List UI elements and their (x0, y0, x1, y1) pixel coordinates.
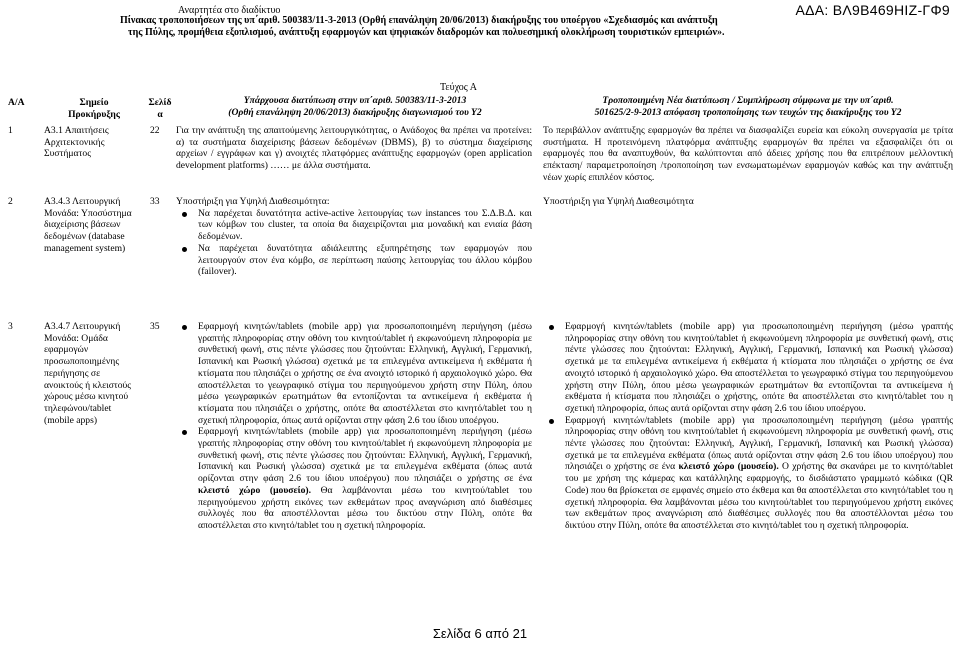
row-3-new-bullet-2-post: Ο χρήστης θα σκανάρει με το κινητό/tablet του με χρήση της κάμερας και κατάλληλης εφαρμογής, το δισδιάστατο γραμμωτό κώδικα (QR Code) που θα βρίσκεται σε εμφανές σημείο στο έκθεμα και θα αποστέλλεται στο κινητό/tablet του η σχετική πληροφορία. Θα λαμβάνονται μέσω του κινητού/tablet του περιηγούμενου χρήστη εικόνες των εκθεμάτων προς αναγνώριση από διαθέσιμες συλλογές που θα αποστέλλονται μέσω του δικτύου στην Πύλη, οπότε θα αποστέλλεται στο κινητό/tablet του η σχετική πληροφορία. (565, 461, 954, 531)
row-3-point: Α3.4.7 Λειτουργική Μονάδα: Ομάδα εφαρμογών προσωποποιημένης περιήγησης σε ανοικτούς ή κλειστούς χώρους μέσω κινητού τηλεφώνου/tablet (mobile apps) (44, 321, 132, 426)
title-line-1: Πίνακας τροποποιήσεων της υπ΄αριθ. 500383/11-3-2013 (Ορθή επανάληψη 20/06/2013) διακήρυξης του υποέργου «Σχεδιασμός και ανάπτυξη (120, 15, 718, 26)
header-page (146, 97, 174, 120)
header-current-line2: (Ορθή επανάληψη 20/06/2013) διακήρυξης διαγωνισμού του Υ2 (228, 106, 482, 118)
row-2-point: Α3.4.3 Λειτουργική Μονάδα: Υποσύστημα διαχείρισης βάσεων δεδομένων (database management system) (44, 196, 132, 254)
row-1-new: Το περιβάλλον ανάπτυξης εφαρμογών θα πρέπει να διασφαλίζει ευρεία και εύκολη συνεργασία με τρίτα συστήματα. Η προτεινόμενη πλατφόρμα ανάπτυξης εφαρμογών θα πρέπει να εξασφαλίζει ότι οι εφαρμογές που θα αναπτυχθούν, θα καλύπτονται από άδειες χρήσης που θα επιτρέπουν μελλοντική επέκταση/ παραμετροποίηση /τροποποίηση των ενσωματωμένων εφαρμογών καθώς και την ανάπτυξη νέων χωρίς επιπλέον κόστος. (543, 125, 953, 183)
row-2-current-bullet-1: Να παρέχεται δυνατότητα active-active λειτουργίας των instances του Σ.Δ.Β.Δ. και των κόμβων του cluster, τα οποία θα διαχειρίζονται μια μοναδική και ενιαία βάση δεδομένων. (198, 207, 532, 243)
row-1-page: 22 (150, 125, 160, 136)
row-2-current-intro: Υποστήριξη για Υψηλή Διαθεσιμότητα: (176, 196, 330, 207)
header-page-line2: α (157, 108, 163, 120)
row-3-page: 35 (150, 321, 160, 332)
row-3-new-bullet-2-pre: Εφαρμογή κινητών/tablets (mobile app) για προσωποποιημένη περιήγηση (μέσω γραπτής πληροφορίας στην οθόνη του κινητού/tablet ή εκφωνούμενη πληροφορία με συνθετική φωνή, στις πέντε γλώσσες που ζητούνται: Ελληνική, Αγγλική, Γερμανική, Ισπανική και Ρωσική γλώσσα) σχετικά με τα επιλεγμένα εκθέματα (όπως αυτά ορίζονται στην φάση 2.6 του ίδιου υποέργου) που πλησιάζει ο χρήστης σε ένα (565, 414, 953, 473)
row-1-current: Για την ανάπτυξη της απαιτούμενης λειτουργικότητας, ο Ανάδοχος θα πρέπει να προτείνει: α) τα συστήματα διαχείρισης βάσεων δεδομένων (DBMS), β) το σύστημα διαχείρισης αρχείων / εγγράφων και γ) ανοιχτές πλατφόρμες ανάπτυξης εφαρμογών (open application development platforms) …… με άλλα συστήματα. (176, 125, 532, 172)
row-3-current-bullet-2 (198, 426, 532, 531)
row-3-current-bullet-2-pre: Εφαρμογή κινητών/tablets (mobile app) για προσωποποιημένη περιήγηση (μέσω γραπτής πληροφορίας στην οθόνη του κινητού/tablet ή εκφωνούμενη πληροφορία με συνθετική φωνή, στις πέντε γλώσσες που ζητούνται: Ελληνική, Αγγλική, Γερμανική, Ισπανική και Ρωσική γλώσσα) σχετικά με τα επιλεγμένα εκθέματα (όπως αυτά ορίζονται στην φάση 2.6 του ίδιου υποέργου) που πλησιάζει ο χρήστης σε ένα (198, 426, 532, 485)
row-3-new-bullet-1: Εφαρμογή κινητών/tablets (mobile app) για προσωποποιημένη περιήγηση (μέσω γραπτής πληροφορίας στην οθόνη του κινητού/tablet ή εκφωνούμενη πληροφορία με συνθετική φωνή, στις πέντε γλώσσες που ζητούνται: Ελληνική, Αγγλική, Γερμανική, Ισπανική και Ρωσική γλώσσα) σχετικά με τα επιλεγμένα αντικείμενα ή εκθέματα ή κτίσματα που πλησιάζει ο χρήστης σε ένα ανοιχτό ιστορικό ή αρχαιολογικό χώρο. Θα αποστέλλεται το γεωγραφικό στίγμα του περιηγούμενου χρήστη στην Πύλη, όπου μέσω γεωγραφικών ερωτημάτων θα εντοπίζονται τα αντικείμενα ή εκθέματα ή κτίσματα που πλησιάζει ο χρήστης, οπότε θα αποστέλλεται στο κινητό/tablet του η σχετική πληροφορία, όπως αυτά ορίζονται στην φάση 2.6 του ίδιου υποέργου. (565, 321, 953, 414)
row-1-point: Α3.1 Απαιτήσεις Αρχιτεκτονικής Συστήματος (44, 125, 109, 160)
row-3-new (543, 321, 953, 532)
row-2-current (176, 196, 532, 278)
row-3-new-bullet-2 (565, 415, 953, 532)
row-3-current-bullet-2-post: Θα λαμβάνονται μέσω του κινητού/tablet του περιηγούμενου χρήστη εικόνες των εκθεμάτων προς αναγνώριση από διαθέσιμες συλλογές που θα αποστέλλονται μέσω του δικτύου στην Πύλη, οπότε θα αποστέλλεται στο κινητό/tablet του η σχετική πληροφορία. (198, 484, 532, 531)
row-2-new: Υποστήριξη για Υψηλή Διαθεσιμότητα (543, 196, 694, 207)
header-new-line2: 501625/2-9-2013 απόφαση τροποποίησης των τευχών της διακήρυξης του Υ2 (594, 106, 902, 118)
header-page-line1: Σελίδ (148, 97, 172, 108)
row-2-current-bullet-2: Να παρέχεται δυνατότητα αδιάλειπτης εξυπηρέτησης των εφαρμογών που λειτουργούν στον ένα κόμβο, σε περίπτωση παύσης λειτουργίας του άλλου κόμβου (failover). (198, 242, 532, 278)
document-title (120, 15, 828, 39)
row-2-aa: 2 (8, 196, 13, 207)
header-aa: Α/Α (8, 97, 25, 108)
ada-code: ΑΔΑ: ΒΛ9Β469ΗΙΖ-ΓΦ9 (795, 2, 950, 18)
row-2-page: 33 (150, 196, 160, 207)
header-current-line1: Υπάρχουσα διατύπωση στην υπ΄αριθ. 500383/11-3-2013 (243, 95, 467, 106)
row-3-current (176, 321, 532, 532)
row-3-new-bullet-2-bold: κλειστό χώρο (μουσείο). (678, 461, 779, 473)
header-new-line1: Τροποποιημένη Νέα διατύπωση / Συμπλήρωση σύμφωνα με την υπ΄αριθ. (602, 95, 894, 106)
header-point (44, 97, 144, 120)
header-new (543, 95, 953, 118)
header-point-line2: Προκήρυξης (68, 108, 120, 120)
page-number: Σελίδα 6 από 21 (432, 626, 528, 641)
row-3-current-bullet-1: Εφαρμογή κινητών/tablets (mobile app) για προσωποποιημένη περιήγηση (μέσω γραπτής πληροφορίας στην οθόνη του κινητού/tablet ή εκφωνούμενη πληροφορία με συνθετική φωνή, στις πέντε γλώσσες που ζητούνται: Ελληνική, Αγγλική, Γερμανική, Ισπανική και Ρωσική γλώσσα) σχετικά με τα επιλεγμένα αντικείμενα ή εκθέματα ή κτίσματα που πλησιάζει ο χρήστης σε ένα ανοιχτό ιστορικό ή αρχαιολογικό χώρο. Θα αποστέλλεται το γεωγραφικό στίγμα του περιηγούμενου χρήστη στην Πύλη, όπου μέσω γεωγραφικών ερωτημάτων θα εντοπίζονται τα αντικείμενα ή εκθέματα ή κτίσματα που πλησιάζει ο χρήστης, οπότε θα αποστέλλεται στο κινητό/tablet του η σχετική πληροφορία, όπως αυτά ορίζονται στην φάση 2.6 του ίδιου υποέργου. (198, 321, 532, 426)
title-line-2: της Πύλης, προμήθεια εξοπλισμού, ανάπτυξη εφαρμογών και ψηφιακών διαδρομών και πολυεσημική ολοκλήρωση τουριστικών εμπειριών». (128, 27, 725, 39)
volume-label: Τεύχος Α (440, 82, 477, 93)
row-1-aa: 1 (8, 125, 13, 136)
row-3-aa: 3 (8, 321, 13, 332)
header-current (176, 95, 534, 118)
posting-note: Αναρτητέα στο διαδίκτυο (178, 5, 281, 16)
row-3-current-bullet-2-bold: κλειστό χώρο (μουσείο). (198, 484, 311, 496)
header-point-line1: Σημείο (79, 97, 109, 108)
